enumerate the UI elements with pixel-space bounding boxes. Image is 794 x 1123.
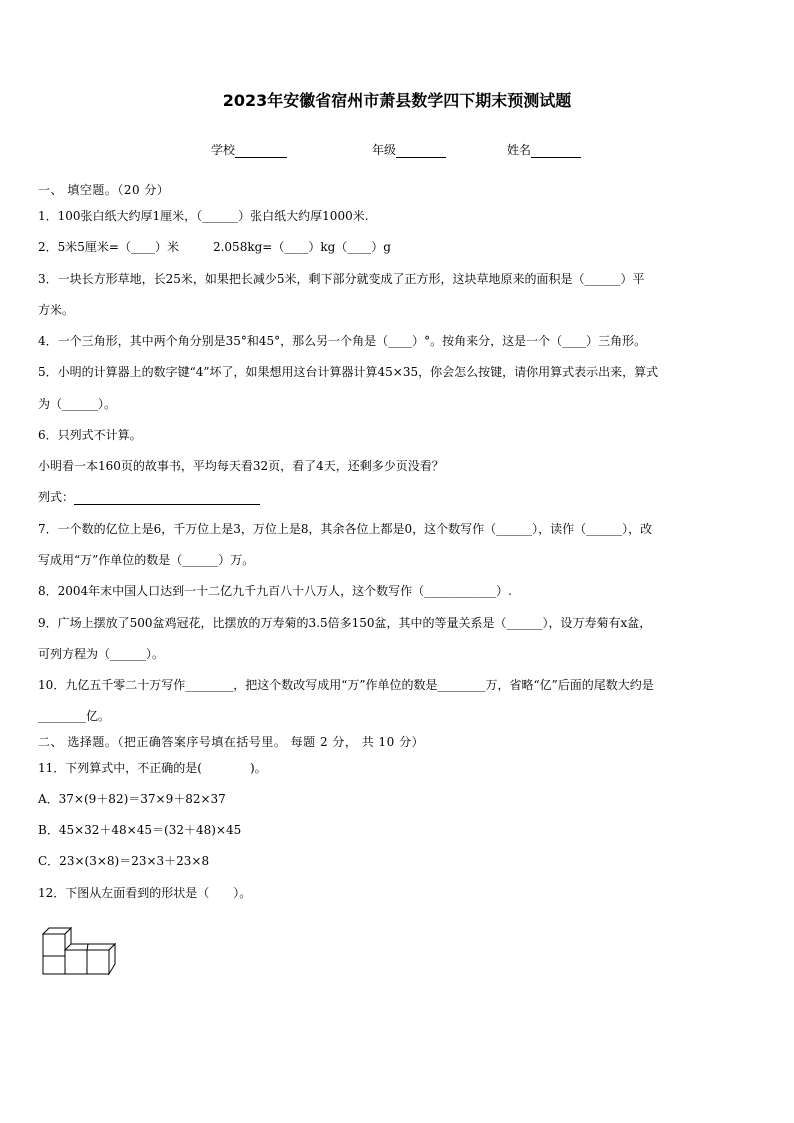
question-4: 4．一个三角形，其中两个角分别是35°和45°，那么另一个角是（____）°。按角来分，这是一个（____）三角形。 (38, 334, 647, 348)
question-6-problem: 小明看一本160页的故事书，平均每天看32页，看了4天，还剩多少页没看？ (38, 459, 444, 473)
question-11-option-a[interactable]: A．37×(9＋82)＝37×9＋82×37 (38, 792, 226, 806)
question-11-option-c[interactable]: C．23×(3×8)＝23×3＋23×8 (38, 854, 210, 868)
question-5-line-1: 5．小明的计算器上的数字键“4”坏了，如果想用这台计算器计算45×35，你会怎么按键，请你用算式表示出来，算式 (38, 365, 659, 379)
question-6-heading: 6．只列式不计算。 (38, 428, 142, 442)
question-9-line-1: 9．广场上摆放了500盆鸡冠花，比摆放的万寿菊的3.5倍多150盆，其中的等量关系是（______），设万寿菊有x盆， (38, 616, 652, 630)
section-heading-fill-blank: 一、 填空题。（20 分） (38, 183, 170, 197)
question-12: 12．下图从左面看到的形状是（ ）。 (38, 886, 252, 900)
question-3-line-2: 方米。 (38, 303, 75, 317)
question-7-line-1: 7．一个数的亿位上是6，千万位上是3，万位上是8，其余各位上都是0，这个数写作（______），读作（______），改 (38, 522, 653, 536)
question-11: 11．下列算式中，不正确的是( )。 (38, 761, 267, 775)
question-5-line-2: 为（______）。 (38, 397, 117, 411)
question-6-answer-row (38, 489, 758, 505)
question-10-line-2: ________亿。 (38, 709, 111, 723)
question-2-part-a: 2．5米5厘米=（____）米 (38, 240, 179, 254)
question-10-line-1: 10．九亿五千零二十万写作________，把这个数改写成用“万”作单位的数是________万，省略“亿”后面的尾数大约是 (38, 678, 654, 692)
question-1: 1．100张白纸大约厚1厘米，（______）张白纸大约厚1000米. (38, 209, 369, 223)
cube-stack-figure (40, 918, 120, 978)
name-label: 姓名 (507, 143, 532, 157)
school-blank[interactable] (235, 145, 287, 158)
school-field[interactable] (211, 141, 287, 158)
page-title: 2023年安徽省宿州市萧县数学四下期末预测试题 (222, 91, 572, 110)
name-blank[interactable] (531, 145, 581, 158)
school-label: 学校 (211, 143, 236, 157)
question-8: 8．2004年末中国人口达到一十二亿九千九百八十八万人，这个数写作（____________）. (38, 584, 512, 598)
grade-field[interactable] (372, 141, 446, 158)
formula-blank[interactable] (74, 492, 260, 505)
grade-blank[interactable] (396, 145, 446, 158)
question-3-line-1: 3．一块长方形草地，长25米，如果把长减少5米，剩下部分就变成了正方形，这块草地原来的面积是（______）平 (38, 272, 645, 286)
question-9-line-2: 可列方程为（______）。 (38, 647, 165, 661)
question-2-part-b: 2.058kg=（____）kg（____）g (212, 240, 391, 254)
question-2 (38, 239, 758, 255)
question-11-option-b[interactable]: B．45×32＋48×45＝(32＋48)×45 (38, 823, 242, 837)
grade-label: 年级 (372, 143, 397, 157)
section-heading-multiple-choice: 二、 选择题。（把正确答案序号填在括号里。 每题 2 分， 共 10 分） (38, 735, 425, 749)
name-field[interactable] (507, 141, 581, 158)
formula-label: 列式： (38, 490, 75, 504)
question-7-line-2: 写成用“万”作单位的数是（______）万。 (38, 553, 255, 567)
